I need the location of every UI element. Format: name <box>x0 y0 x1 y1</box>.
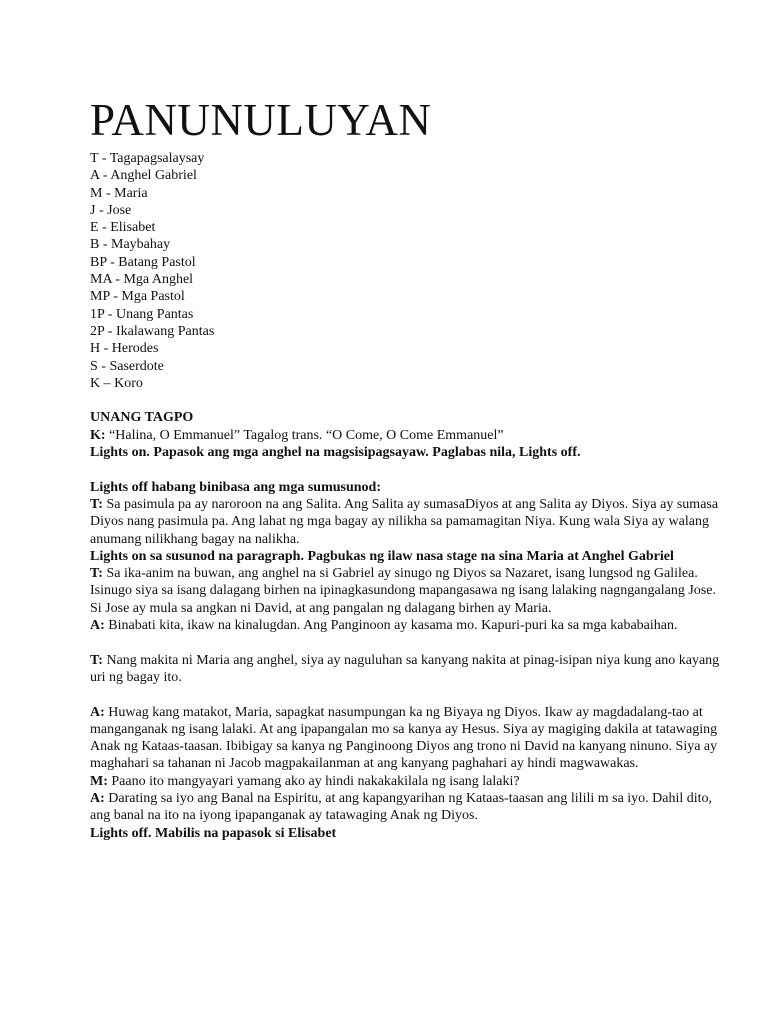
cast-code: 1P <box>90 306 105 322</box>
cast-code: BP <box>90 254 107 270</box>
cast-name: Jose <box>107 202 132 218</box>
narration-paragraph <box>90 496 720 548</box>
cast-name: Tagapagsalaysay <box>109 151 205 166</box>
stage-direction: Lights on. Papasok ang mga anghel na magsisipagsayaw. Paglabas nila, Lights off. <box>90 445 581 461</box>
cast-code: H <box>90 341 101 357</box>
cast-code: E <box>90 220 99 236</box>
cast-name: Anghel Gabriel <box>110 168 197 184</box>
dialogue-text: Darating sa iyo ang Banal na Espiritu, at ang kapangyarihan ng Kataas-taasan ang lilili m sa iyo. Dahil dito, ang banal na ito na iyong ipapanganak ay tatawaging Anak ng Diyos. <box>90 790 713 824</box>
cast-entry <box>90 185 720 202</box>
cast-entry <box>90 306 720 323</box>
cast-code: T <box>90 151 99 166</box>
cast-code: B <box>90 237 100 253</box>
cast-name: Koro <box>114 375 143 391</box>
cast-entry <box>90 271 720 288</box>
stage-direction: Lights on sa susunod na paragraph. Pagbukas ng ilaw nasa stage na sina Maria at Anghel Gabriel <box>90 548 674 564</box>
speaker-label: A: <box>90 704 105 720</box>
cast-entry <box>90 254 720 271</box>
cast-entry <box>90 375 720 392</box>
cast-name: Ikalawang Pantas <box>115 323 215 339</box>
cast-separator: - <box>97 358 110 374</box>
cast-separator: - <box>102 185 115 201</box>
cast-separator: - <box>106 254 119 270</box>
cast-code: S <box>90 358 98 374</box>
narration-paragraph <box>90 565 720 617</box>
cast-name: Mga Pastol <box>121 289 185 305</box>
dialogue-paragraph <box>90 790 720 825</box>
scene-heading: UNANG TAGPO <box>90 410 194 426</box>
speaker-label: T: <box>90 652 103 668</box>
cast-list <box>90 150 720 392</box>
cast-separator: - <box>95 202 108 218</box>
cast-separator: - <box>98 220 111 236</box>
dialogue-text: “Halina, O Emmanuel” Tagalog trans. “O Come, O Come Emmanuel” <box>105 427 504 443</box>
cast-name: Elisabet <box>110 220 156 236</box>
speaker-label: T: <box>90 566 103 582</box>
cast-code: MP <box>90 289 110 305</box>
cast-name: Maybahay <box>111 237 171 253</box>
cast-name: Maria <box>114 185 148 201</box>
dialogue-paragraph <box>90 617 720 634</box>
document-body <box>90 92 720 842</box>
cast-entry <box>90 236 720 253</box>
cast-separator: - <box>111 272 124 288</box>
speaker-label: M: <box>90 773 108 789</box>
dialogue-paragraph <box>90 773 720 790</box>
spacer <box>90 686 720 703</box>
cast-separator: - <box>104 306 116 322</box>
dialogue-text: Nang makita ni Maria ang anghel, siya ay naguluhan sa kanyang nakita at pinag-isipan niya kung ano kayang uri ng bagay ito. <box>90 652 720 685</box>
cast-separator: - <box>109 289 122 305</box>
speaker-label: K: <box>90 427 106 443</box>
document-title: PANUNULUYAN <box>90 95 432 145</box>
cast-name: Mga Anghel <box>123 272 194 288</box>
cast-code: 2P <box>90 323 105 339</box>
koro-line <box>90 427 720 444</box>
cast-code: M <box>90 185 103 201</box>
cast-code: K <box>90 375 101 391</box>
stage-direction: Lights off habang binibasa ang mga sumusunod: <box>90 479 381 495</box>
dialogue-text: Huwag kang matakot, Maria, sapagkat nasumpungan ka ng Biyaya ng Diyos. Ikaw ay magdadalang-tao at manganganak ng isang lalaki. At ang ipapangalan mo sa kanya ay Hesus. Siya ay magiging dakila at tatawaging Anak ng Kataas-taasan. Ibibigay sa kanya ng Panginoong Diyos ang trono ni David na kanyang ninuno. Siya ay maghahari sa tahanan ni Jacob magpakailanman at ang kanyang paghahari ay hindi magwawakas. <box>90 704 718 772</box>
cast-name: Saserdote <box>109 358 164 374</box>
cast-entry <box>90 323 720 340</box>
spacer <box>90 392 720 409</box>
dialogue-paragraph <box>90 704 720 773</box>
dialogue-text: Binabati kita, ikaw na kinalugdan. Ang Panginoon ay kasama mo. Kapuri-puri ka sa mga kababaihan. <box>104 618 678 634</box>
cast-name: Unang Pantas <box>115 306 194 322</box>
cast-code: MA <box>90 272 112 288</box>
cast-separator: - <box>98 151 110 166</box>
cast-separator: - <box>99 237 112 253</box>
cast-entry <box>90 150 720 167</box>
cast-entry <box>90 288 720 305</box>
narration-paragraph <box>90 652 720 687</box>
speaker-label: T: <box>90 496 103 512</box>
dialogue-text: Paano ito mangyayari yamang ako ay hindi nakakakilala ng isang lalaki? <box>107 773 520 789</box>
dialogue-text: Sa pasimula pa ay naroroon na ang Salita. Ang Salita ay sumasaDiyos at ang Salita ay Diyos. Siya ay sumasa Diyos nang pasimula pa. Ang lahat ng mga bagay ay nilikha sa pamamagitan Niya. Kung wala Siya ay walang anumang nilikhang bagay na nalikha. <box>90 496 719 547</box>
cast-separator: - <box>100 341 112 357</box>
cast-entry <box>90 202 720 219</box>
cast-entry <box>90 340 720 357</box>
stage-direction: Lights off. Mabilis na papasok si Elisabet <box>90 825 337 841</box>
cast-code: J <box>90 202 96 218</box>
cast-entry <box>90 358 720 375</box>
spacer <box>90 634 720 651</box>
cast-entry <box>90 219 720 236</box>
cast-separator: – <box>100 375 115 391</box>
cast-name: Herodes <box>111 341 159 357</box>
spacer <box>90 461 720 478</box>
cast-code: A <box>90 168 100 184</box>
cast-separator: - <box>99 168 111 184</box>
speaker-label: A: <box>90 790 105 806</box>
cast-separator: - <box>104 323 116 339</box>
speaker-label: A: <box>90 618 105 634</box>
cast-entry <box>90 167 720 184</box>
cast-name: Batang Pastol <box>118 254 196 270</box>
dialogue-text: Sa ika-anim na buwan, ang anghel na si Gabriel ay sinugo ng Diyos sa Nazaret, isang lungsod ng Galilea. Isinugo siya sa isang dalagang birhen na ipinagkasundong mapangasawa ng isang lalaking nagngangalang Jose. Si Jose ay mula sa angkan ni David, at ang pangalan ng dalagang birhen ay Maria. <box>90 566 716 616</box>
